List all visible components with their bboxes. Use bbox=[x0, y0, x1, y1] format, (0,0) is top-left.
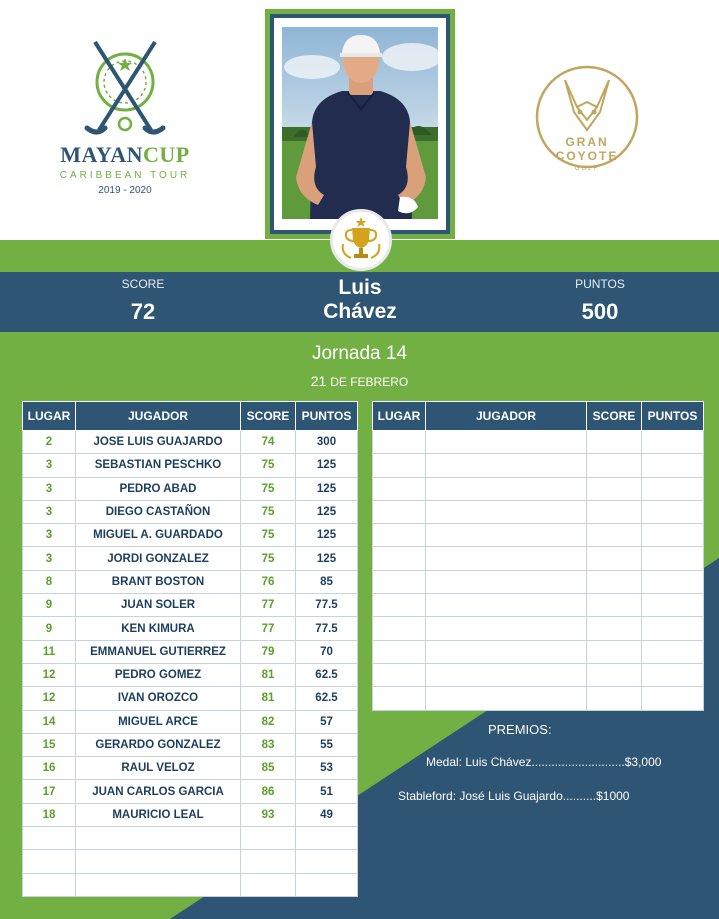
table-row bbox=[23, 570, 358, 593]
cell-lugar: 14 bbox=[23, 710, 76, 733]
cell-score bbox=[241, 827, 296, 850]
mayan-cup-title: MAYANCUP bbox=[60, 142, 190, 167]
header-lugar: LUGAR bbox=[23, 402, 76, 431]
player-photo-frame bbox=[265, 9, 455, 239]
cell-puntos: 77.5 bbox=[296, 594, 358, 617]
empty-cell bbox=[426, 594, 587, 617]
table-row bbox=[373, 524, 704, 547]
cell-jugador: SEBASTIAN PESCHKO bbox=[76, 454, 241, 477]
empty-cell bbox=[587, 431, 642, 454]
fecha-subtitle bbox=[0, 373, 719, 389]
empty-cell bbox=[642, 431, 704, 454]
cell-lugar: 3 bbox=[23, 547, 76, 570]
cell-jugador: JUAN SOLER bbox=[76, 594, 241, 617]
cell-score: 77 bbox=[241, 594, 296, 617]
cell-score: 75 bbox=[241, 547, 296, 570]
cell-lugar: 3 bbox=[23, 454, 76, 477]
table-row bbox=[23, 617, 358, 640]
empty-cell bbox=[587, 617, 642, 640]
fecha-day: 21 bbox=[310, 373, 327, 389]
table-row bbox=[23, 594, 358, 617]
empty-cell bbox=[587, 524, 642, 547]
puntos-value: 500 bbox=[581, 299, 619, 324]
header-puntos: PUNTOS bbox=[642, 402, 704, 431]
cell-lugar: 2 bbox=[23, 431, 76, 454]
table-row bbox=[373, 477, 704, 500]
empty-cell bbox=[426, 547, 587, 570]
cell-jugador: MIGUEL A. GUARDADO bbox=[76, 524, 241, 547]
table-row bbox=[23, 524, 358, 547]
empty-cell bbox=[587, 547, 642, 570]
cell-score: 82 bbox=[241, 710, 296, 733]
results-table-right bbox=[372, 401, 704, 711]
cell-lugar: 15 bbox=[23, 733, 76, 756]
trophy-badge bbox=[330, 209, 392, 271]
table-row bbox=[23, 431, 358, 454]
cell-jugador: DIEGO CASTAÑON bbox=[76, 500, 241, 523]
table-row bbox=[23, 477, 358, 500]
cell-jugador: EMMANUEL GUTIERREZ bbox=[76, 640, 241, 663]
cell-jugador: PEDRO GOMEZ bbox=[76, 663, 241, 686]
cell-score: 81 bbox=[241, 687, 296, 710]
cell-puntos: 53 bbox=[296, 757, 358, 780]
cell-puntos: 49 bbox=[296, 803, 358, 826]
cell-puntos: 125 bbox=[296, 477, 358, 500]
table-row bbox=[23, 803, 358, 826]
cell-lugar: 3 bbox=[23, 524, 76, 547]
cell-score bbox=[241, 873, 296, 896]
empty-cell bbox=[587, 687, 642, 710]
empty-cell bbox=[642, 687, 704, 710]
cell-lugar bbox=[23, 850, 76, 873]
empty-cell bbox=[426, 524, 587, 547]
cell-puntos: 125 bbox=[296, 547, 358, 570]
table-row bbox=[23, 500, 358, 523]
table-row bbox=[23, 454, 358, 477]
score-value: 72 bbox=[130, 299, 156, 324]
header-jugador: JUGADOR bbox=[426, 402, 587, 431]
header-score: SCORE bbox=[241, 402, 296, 431]
table-row bbox=[373, 570, 704, 593]
table-row bbox=[373, 663, 704, 686]
player-last-name: Chávez bbox=[323, 300, 397, 323]
cell-puntos: 85 bbox=[296, 570, 358, 593]
empty-cell bbox=[642, 640, 704, 663]
cell-jugador: JORDI GONZALEZ bbox=[76, 547, 241, 570]
empty-cell bbox=[642, 617, 704, 640]
empty-cell bbox=[587, 570, 642, 593]
empty-cell bbox=[426, 570, 587, 593]
cell-puntos bbox=[296, 850, 358, 873]
premio-medal: Medal: Luis Chávez............................$3,000 bbox=[426, 755, 662, 769]
table-row bbox=[23, 663, 358, 686]
cell-score: 86 bbox=[241, 780, 296, 803]
mayan-cup-years: 2019 - 2020 bbox=[98, 185, 152, 196]
empty-cell bbox=[373, 594, 426, 617]
empty-cell bbox=[642, 570, 704, 593]
cell-score: 85 bbox=[241, 757, 296, 780]
cell-puntos: 51 bbox=[296, 780, 358, 803]
cell-lugar: 8 bbox=[23, 570, 76, 593]
cell-jugador: RAUL VELOZ bbox=[76, 757, 241, 780]
empty-cell bbox=[587, 454, 642, 477]
cell-jugador: BRANT BOSTON bbox=[76, 570, 241, 593]
empty-cell bbox=[587, 663, 642, 686]
empty-cell bbox=[373, 570, 426, 593]
table-row bbox=[23, 850, 358, 873]
gran-coyote-logo bbox=[532, 62, 642, 182]
cell-puntos: 125 bbox=[296, 454, 358, 477]
empty-cell bbox=[426, 454, 587, 477]
cell-score: 75 bbox=[241, 524, 296, 547]
cell-score: 77 bbox=[241, 617, 296, 640]
cell-lugar: 18 bbox=[23, 803, 76, 826]
empty-cell bbox=[426, 500, 587, 523]
cell-score: 75 bbox=[241, 500, 296, 523]
cell-jugador: GERARDO GONZALEZ bbox=[76, 733, 241, 756]
cell-puntos: 125 bbox=[296, 500, 358, 523]
cell-puntos: 77.5 bbox=[296, 617, 358, 640]
mayan-cup-subtitle: CARIBBEAN TOUR bbox=[59, 170, 191, 181]
puntos-label: PUNTOS bbox=[575, 277, 625, 291]
empty-cell bbox=[426, 477, 587, 500]
premio-stableford: Stableford: José Luis Guajardo..........$1000 bbox=[398, 789, 630, 803]
empty-cell bbox=[373, 617, 426, 640]
premios-title: PREMIOS: bbox=[488, 722, 552, 737]
cell-jugador: JUAN CARLOS GARCIA bbox=[76, 780, 241, 803]
table-row bbox=[23, 827, 358, 850]
jornada-title: Jornada 14 bbox=[311, 343, 408, 364]
cell-puntos: 300 bbox=[296, 431, 358, 454]
empty-cell bbox=[373, 663, 426, 686]
cell-score: 76 bbox=[241, 570, 296, 593]
empty-cell bbox=[426, 640, 587, 663]
cell-jugador bbox=[76, 850, 241, 873]
empty-cell bbox=[642, 477, 704, 500]
cell-lugar: 3 bbox=[23, 500, 76, 523]
table-row bbox=[23, 687, 358, 710]
cell-lugar bbox=[23, 873, 76, 896]
cell-lugar bbox=[23, 827, 76, 850]
table-row bbox=[23, 640, 358, 663]
table-row bbox=[23, 733, 358, 756]
cell-lugar: 12 bbox=[23, 663, 76, 686]
cell-score: 81 bbox=[241, 663, 296, 686]
empty-cell bbox=[373, 477, 426, 500]
coyote-line2: COYOTE bbox=[555, 149, 619, 163]
cell-lugar: 9 bbox=[23, 594, 76, 617]
cell-jugador bbox=[76, 827, 241, 850]
cell-puntos: 55 bbox=[296, 733, 358, 756]
empty-cell bbox=[642, 524, 704, 547]
cell-score: 83 bbox=[241, 733, 296, 756]
cell-score: 93 bbox=[241, 803, 296, 826]
cell-jugador: IVAN OROZCO bbox=[76, 687, 241, 710]
table-row bbox=[373, 500, 704, 523]
table-row bbox=[23, 757, 358, 780]
score-label: SCORE bbox=[121, 277, 165, 291]
cell-puntos: 62.5 bbox=[296, 687, 358, 710]
header-lugar: LUGAR bbox=[373, 402, 426, 431]
empty-cell bbox=[426, 617, 587, 640]
header-jugador: JUGADOR bbox=[76, 402, 241, 431]
cell-puntos bbox=[296, 827, 358, 850]
cell-jugador: MIGUEL ARCE bbox=[76, 710, 241, 733]
empty-cell bbox=[373, 640, 426, 663]
coyote-icon bbox=[565, 80, 609, 130]
table-row bbox=[23, 873, 358, 896]
table-row bbox=[23, 780, 358, 803]
cell-jugador bbox=[76, 873, 241, 896]
player-photo bbox=[282, 27, 438, 219]
cell-score bbox=[241, 850, 296, 873]
empty-cell bbox=[587, 594, 642, 617]
cell-jugador: JOSE LUIS GUAJARDO bbox=[76, 431, 241, 454]
cell-puntos: 62.5 bbox=[296, 663, 358, 686]
empty-cell bbox=[426, 663, 587, 686]
cell-lugar: 9 bbox=[23, 617, 76, 640]
cell-lugar: 3 bbox=[23, 477, 76, 500]
empty-cell bbox=[373, 547, 426, 570]
coyote-line1: GRAN bbox=[565, 135, 609, 149]
cell-score: 75 bbox=[241, 477, 296, 500]
coyote-line3: GOLF bbox=[574, 166, 600, 172]
empty-cell bbox=[373, 431, 426, 454]
table-row bbox=[23, 710, 358, 733]
table-row bbox=[373, 640, 704, 663]
cell-puntos: 57 bbox=[296, 710, 358, 733]
mayan-cup-logo bbox=[50, 40, 200, 200]
table-row bbox=[373, 687, 704, 710]
results-table-left bbox=[22, 401, 358, 897]
empty-cell bbox=[373, 524, 426, 547]
empty-cell bbox=[587, 500, 642, 523]
header-score: SCORE bbox=[587, 402, 642, 431]
cell-puntos: 125 bbox=[296, 524, 358, 547]
cell-lugar: 16 bbox=[23, 757, 76, 780]
table-row bbox=[373, 547, 704, 570]
cell-score: 79 bbox=[241, 640, 296, 663]
player-banner bbox=[0, 272, 719, 332]
empty-cell bbox=[642, 454, 704, 477]
fecha-month: DE FEBRERO bbox=[330, 375, 409, 389]
table-row bbox=[23, 547, 358, 570]
cell-jugador: PEDRO ABAD bbox=[76, 477, 241, 500]
empty-cell bbox=[642, 500, 704, 523]
cell-score: 75 bbox=[241, 454, 296, 477]
empty-cell bbox=[587, 477, 642, 500]
empty-cell bbox=[373, 687, 426, 710]
cell-jugador: KEN KIMURA bbox=[76, 617, 241, 640]
player-name bbox=[290, 276, 430, 324]
header-puntos: PUNTOS bbox=[296, 402, 358, 431]
empty-cell bbox=[642, 547, 704, 570]
table-row bbox=[373, 431, 704, 454]
cell-jugador: MAURICIO LEAL bbox=[76, 803, 241, 826]
player-first-name: Luis bbox=[338, 276, 382, 299]
table-header-row bbox=[373, 402, 704, 431]
table-row bbox=[373, 594, 704, 617]
cell-lugar: 11 bbox=[23, 640, 76, 663]
empty-cell bbox=[587, 640, 642, 663]
table-row bbox=[373, 617, 704, 640]
table-header-row bbox=[23, 402, 358, 431]
empty-cell bbox=[373, 500, 426, 523]
golf-clubs-icon bbox=[77, 40, 173, 140]
empty-cell bbox=[373, 454, 426, 477]
empty-cell bbox=[426, 687, 587, 710]
cell-puntos bbox=[296, 873, 358, 896]
cell-lugar: 12 bbox=[23, 687, 76, 710]
cell-lugar: 17 bbox=[23, 780, 76, 803]
cell-puntos: 70 bbox=[296, 640, 358, 663]
table-row bbox=[373, 454, 704, 477]
empty-cell bbox=[642, 663, 704, 686]
empty-cell bbox=[426, 431, 587, 454]
cell-score: 74 bbox=[241, 431, 296, 454]
trophy-icon bbox=[333, 212, 389, 268]
empty-cell bbox=[642, 594, 704, 617]
